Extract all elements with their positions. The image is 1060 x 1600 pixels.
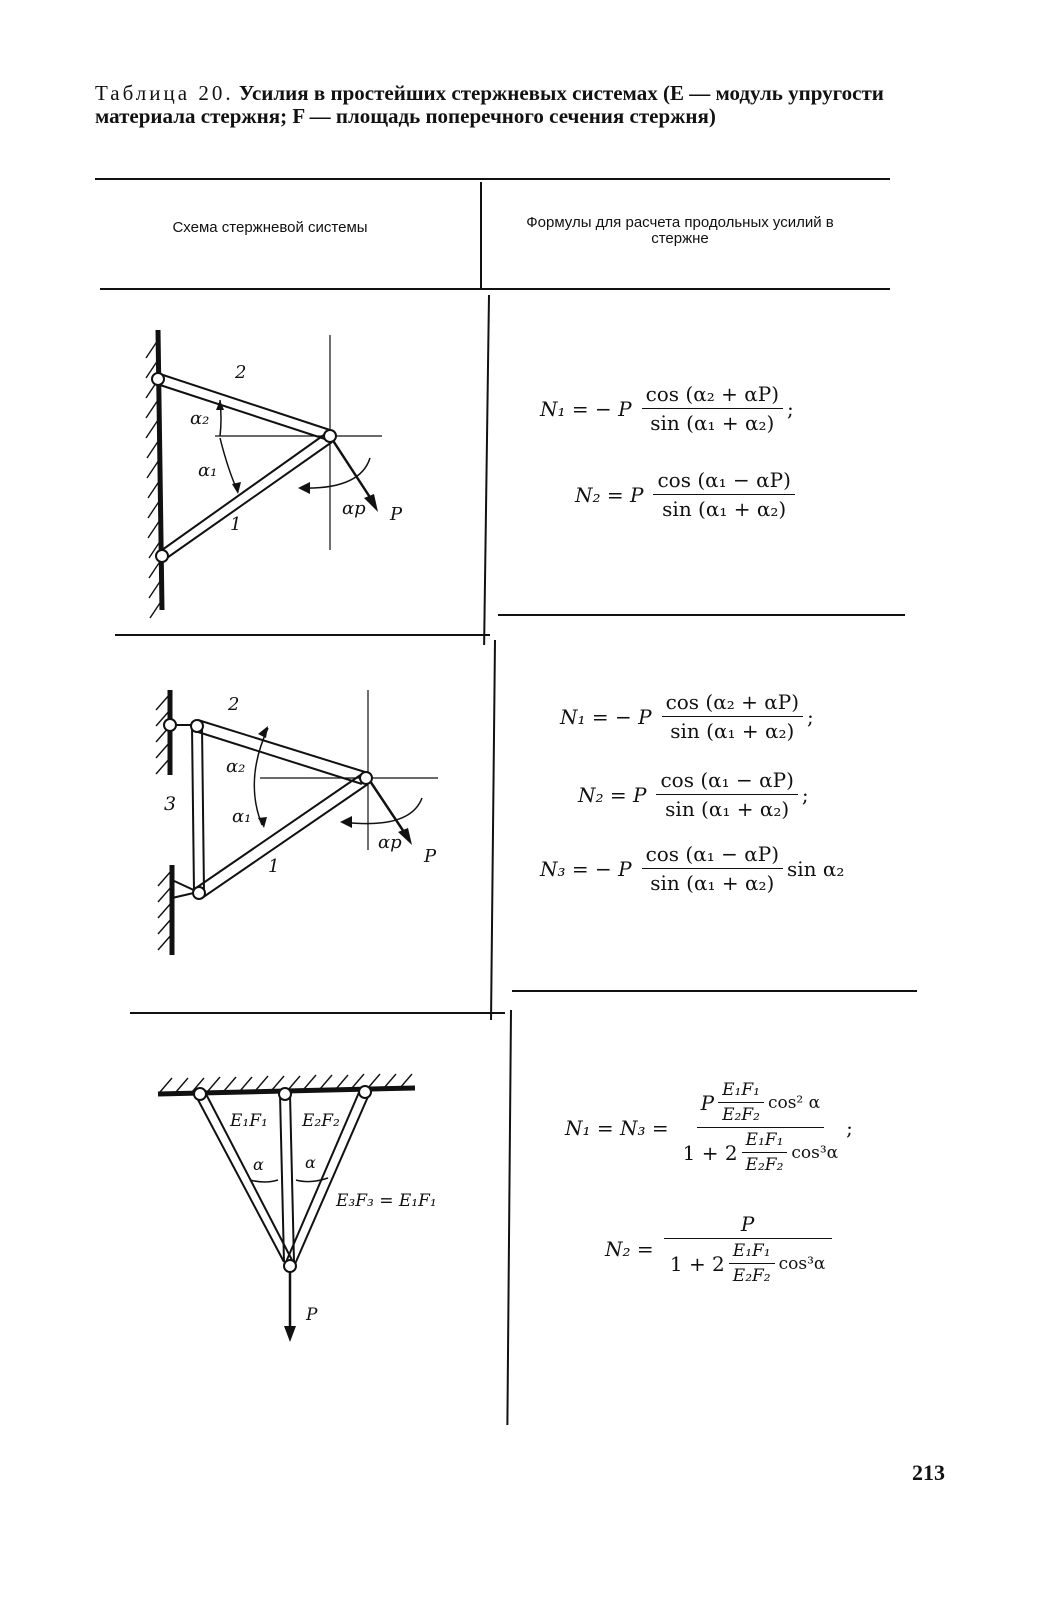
table-caption (95, 82, 900, 128)
formula-row3-n1 (565, 1080, 853, 1175)
fraction-denominator: sin (α₁ + α₂) (662, 497, 787, 521)
fraction (642, 842, 783, 895)
joint-bottom (156, 550, 168, 562)
ratio-numerator: E₁F₁ (742, 1130, 788, 1153)
label-bar-3: 3 (164, 793, 177, 815)
page-number: 213 (912, 1460, 945, 1485)
joint-node (324, 430, 336, 442)
column-divider-body-3 (506, 1010, 512, 1425)
label-alphaP: αp (378, 832, 402, 853)
formula-tail: ; (807, 704, 814, 729)
formula-row2-n2 (578, 768, 809, 821)
denominator-prefix: 1 + 2 (682, 1140, 738, 1165)
fraction-numerator: P (664, 1212, 832, 1239)
bar-1-b (164, 442, 332, 560)
column-divider (480, 182, 482, 288)
alphaP-arc (300, 458, 370, 488)
label-alpha2: α₂ (226, 756, 246, 777)
formula-lhs: N₂ = (605, 1237, 654, 1261)
ratio-denominator: E₂F₂ (722, 1105, 760, 1125)
load-arrow-shaft (368, 778, 408, 838)
label-ef3: E₃F₃ = E₁F₁ (336, 1191, 437, 1211)
table-top-rule (95, 178, 890, 180)
bar-2-b (198, 732, 362, 784)
alphaP-arc (342, 798, 422, 824)
bar-1-b (202, 784, 368, 898)
label-ef1: E₁F₁ (230, 1111, 268, 1131)
row2-left-rule (130, 1012, 505, 1014)
fraction (642, 382, 783, 435)
ratio (742, 1130, 788, 1175)
ratio-numerator: E₁F₁ (718, 1080, 764, 1103)
fraction-denominator: sin (α₁ + α₂) (665, 797, 790, 821)
label-alpha1: α₁ (198, 460, 218, 481)
bar-1-a (162, 432, 328, 550)
label-bar-2: 2 (228, 694, 240, 715)
column-divider-body-2 (490, 640, 496, 1020)
fraction (662, 690, 803, 743)
fraction-denominator: sin (α₁ + α₂) (670, 719, 795, 743)
row2-right-rule (512, 990, 917, 992)
label-alpha1: α₁ (232, 806, 252, 827)
formula-row2-n1 (560, 690, 814, 743)
fraction-denominator: sin (α₁ + α₂) (650, 411, 775, 435)
ratio-denominator: E₂F₂ (732, 1266, 771, 1286)
load-arrow-head (364, 494, 378, 512)
label-bar-2: 2 (235, 362, 247, 383)
fraction-denominator (666, 1239, 830, 1286)
diagram-row3 (150, 1070, 450, 1350)
header-scheme: Схема стержневой системы (172, 219, 368, 236)
fraction (653, 468, 794, 521)
formula-lhs: N₁ = − P (540, 396, 632, 421)
ratio (718, 1080, 764, 1125)
bar-3-b (202, 726, 204, 892)
label-alpha2: α₂ (190, 408, 210, 429)
bar-2-a (198, 720, 365, 772)
fraction-numerator (697, 1080, 825, 1128)
formula-row2-n3 (540, 842, 844, 895)
formula-lhs: N₁ = N₃ = (565, 1115, 669, 1140)
alpha-right-arc (296, 1178, 328, 1182)
formula-tail: ; (801, 782, 809, 807)
alpha-arc (254, 728, 268, 825)
label-alpha-left: α (253, 1155, 264, 1174)
table-caption-lead: Таблица 20. (95, 81, 234, 105)
label-bar-1: 1 (230, 514, 242, 535)
fraction-numerator: cos (α₁ − αP) (653, 468, 794, 495)
column-divider-body (483, 295, 490, 645)
fraction-numerator: cos (α₁ − αP) (656, 768, 797, 795)
fraction (679, 1080, 843, 1175)
fraction-numerator: cos (α₁ − αP) (642, 842, 783, 869)
formula-tail: sin α₂ (787, 856, 845, 881)
denominator-cos: cos³α (778, 1253, 826, 1274)
ratio-numerator: E₁F₁ (729, 1241, 775, 1264)
bar-2-b (290, 1094, 294, 1262)
ratio-denominator: E₂F₂ (745, 1155, 784, 1175)
table-caption-text: Усилия в простейших стержневых системах (E — модуль упругости материала стержня; F — площадь поперечного сечения стержня) (95, 81, 884, 128)
formula-tail: ; (846, 1115, 853, 1140)
fraction (656, 768, 797, 821)
denominator-prefix: 1 + 2 (669, 1251, 725, 1276)
formula-lhs: N₁ = − P (560, 704, 652, 729)
diagram-row2 (140, 680, 470, 970)
label-load-P: P (424, 846, 437, 867)
formula-lhs: N₂ = P (575, 482, 644, 507)
fraction-numerator: cos (α₂ + αP) (642, 382, 783, 409)
formula-row1-n1 (540, 382, 794, 435)
label-load-P: P (306, 1305, 318, 1325)
bar-2-b (160, 385, 328, 440)
fraction-denominator (679, 1128, 843, 1175)
ratio (729, 1241, 775, 1286)
alpha-left-arc (250, 1180, 278, 1182)
label-alphaP: αp (342, 498, 366, 519)
fraction-denominator: sin (α₁ + α₂) (650, 871, 775, 895)
label-ef2: E₂F₂ (302, 1111, 340, 1131)
formula-lhs: N₂ = P (578, 782, 647, 807)
label-load-P: P (390, 504, 403, 525)
formula-row3-n2 (605, 1212, 836, 1286)
fraction (664, 1212, 832, 1286)
denominator-cos: cos³α (791, 1142, 839, 1163)
header-bottom-rule (100, 288, 890, 290)
bar-3-a (192, 726, 194, 892)
header-formulas: Формулы для расчета продольных усилий в стержне (526, 214, 834, 247)
row1-right-rule (498, 614, 905, 616)
numerator-cos: cos² α (767, 1092, 821, 1113)
load-arrow-head (284, 1326, 296, 1342)
joint-node (360, 772, 372, 784)
fraction-numerator: cos (α₂ + αP) (662, 690, 803, 717)
joint-node (284, 1260, 296, 1272)
formula-tail: ; (787, 396, 794, 421)
label-alpha-right: α (305, 1153, 316, 1172)
numerator-p: P (700, 1090, 715, 1115)
formula-row1-n2 (575, 468, 799, 521)
load-arrow-shaft (330, 436, 375, 505)
row1-left-rule (115, 634, 490, 636)
formula-lhs: N₃ = − P (540, 856, 632, 881)
joint-top (152, 373, 164, 385)
diagram-row1 (120, 320, 430, 620)
label-bar-1: 1 (268, 856, 280, 877)
wall-line (158, 330, 162, 610)
